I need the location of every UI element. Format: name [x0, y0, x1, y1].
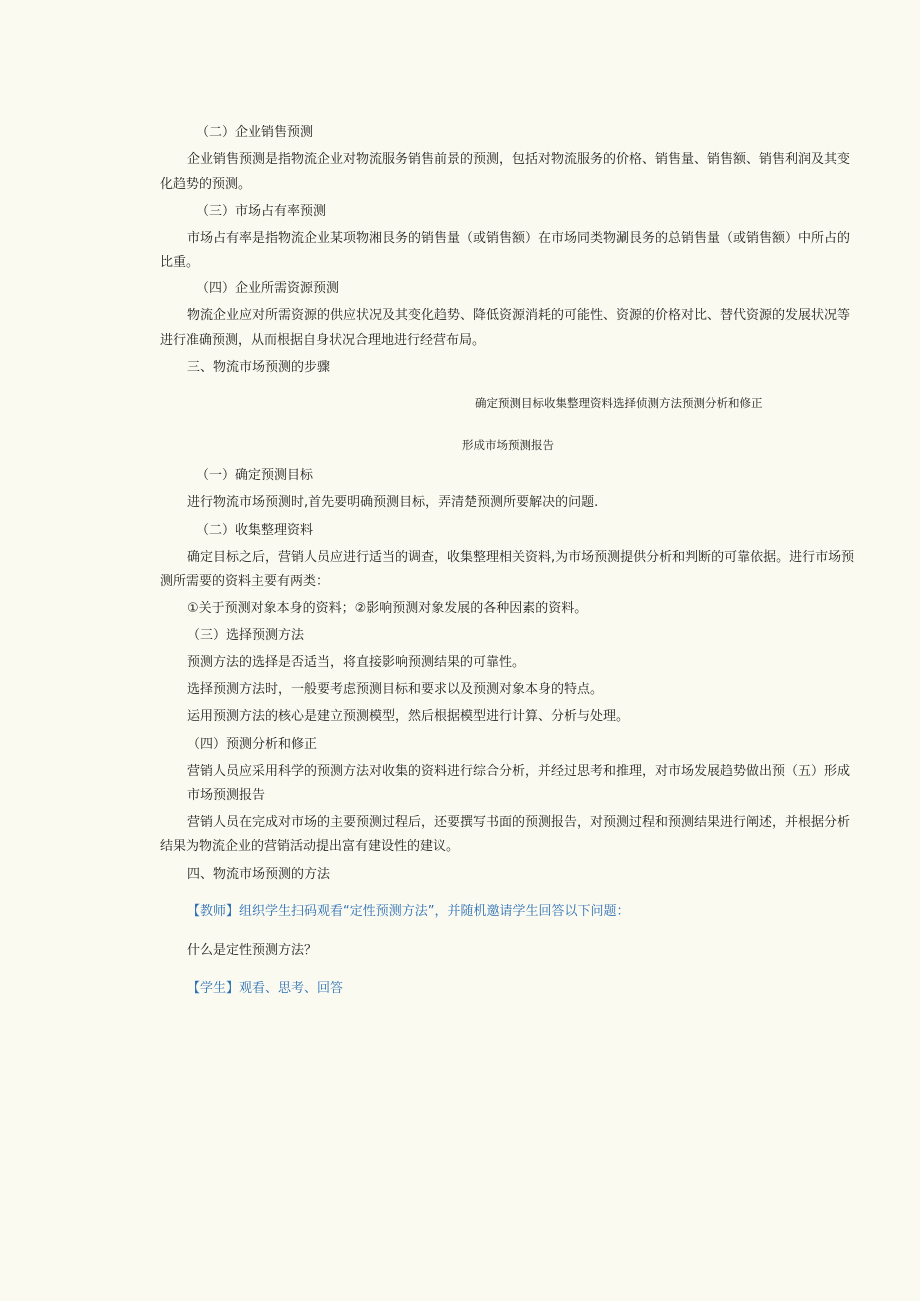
section-heading-methods: 四、物流市场预测的方法 [187, 867, 331, 882]
heading-step-4: （四）预测分析和修正 [187, 737, 318, 752]
student-response: 【学生】观看、思考、回答 [187, 981, 344, 996]
paragraph-line: 测所需要的资料主要有两类： [160, 574, 330, 589]
paragraph-line: 营销人员应采用科学的预测方法对收集的资料进行综合分析，并经过思考和推理，对市场发展趋势做出预（五）形成 [187, 764, 851, 779]
paragraph-line: 预测方法的选择是否适当，将直接影响预测结果的可靠性。 [187, 655, 526, 670]
paragraph-line: 选择预测方法时，一般要考虑预测目标和要求以及预测对象本身的特点。 [187, 682, 604, 697]
heading-step-1: （一）确定预测目标 [196, 468, 314, 483]
section-heading-steps: 三、物流市场预测的步骤 [187, 360, 331, 375]
paragraph-line: 进行物流市场预测时,首先要明确预测目标，弄清楚预测所要解决的问题. [187, 495, 599, 510]
paragraph-line: 结果为物流企业的营销活动提出富有建设性的建议。 [160, 839, 460, 854]
paragraph-line: 市场占有率是指物流企业某项物湘艮务的销售量（或销售额）在市场同类物涮艮务的总销售量（或销售额）中所占的 [187, 231, 851, 246]
teacher-instruction: 【教师】组织学生扫码观看“定性预测方法”，并随机邀请学生回答以下问题： [187, 904, 630, 919]
question-text: 什么是定性预测方法？ [187, 943, 318, 958]
paragraph-line: 运用预测方法的核心是建立预测模型，然后根据模型进行计算、分析与处理。 [187, 709, 630, 724]
heading-step-2: （二）收集整理资料 [196, 523, 314, 538]
paragraph-line: 物流企业应对所需资源的供应状况及其变化趋势、降低资源消耗的可能性、资源的价格对比、替代资源的发展状况等 [187, 308, 851, 323]
flow-steps-line: 形成市场预测报告 [462, 438, 554, 452]
paragraph-line: 营销人员在完成对市场的主要预测过程后，还要撰写书面的预测报告，对预测过程和预测结果进行阐述，并根据分析 [187, 815, 851, 830]
paragraph-line: 确定目标之后，营销人员应进行适当的调查，收集整理相关资料,为市场预测提供分析和判断的可靠依据。进行市场预 [187, 550, 855, 565]
paragraph-line: 市场预测报告 [187, 788, 266, 803]
heading-sales-forecast: （二）企业销售预测 [196, 125, 314, 140]
heading-market-share: （三）市场占有率预测 [196, 204, 327, 219]
paragraph-line: 进行准确预测，从而根据自身状况合理地进行经营布局。 [160, 333, 486, 348]
heading-step-3: （三）选择预测方法 [187, 628, 305, 643]
heading-resource-forecast: （四）企业所需资源预测 [196, 281, 340, 296]
paragraph-line: ①关于预测对象本身的资料；②影响预测对象发展的各种因素的资料。 [187, 601, 588, 616]
flow-steps-line: 确定预测目标收集整理资料选择侦测方法预测分析和修正 [475, 396, 763, 410]
paragraph-line: 化趋势的预测。 [160, 177, 252, 192]
paragraph-line: 企业销售预测是指物流企业对物流服务销售前景的预测，包括对物流服务的价格、销售量、销售额、销售利润及其变 [187, 152, 851, 167]
paragraph-line: 比重。 [160, 255, 200, 270]
